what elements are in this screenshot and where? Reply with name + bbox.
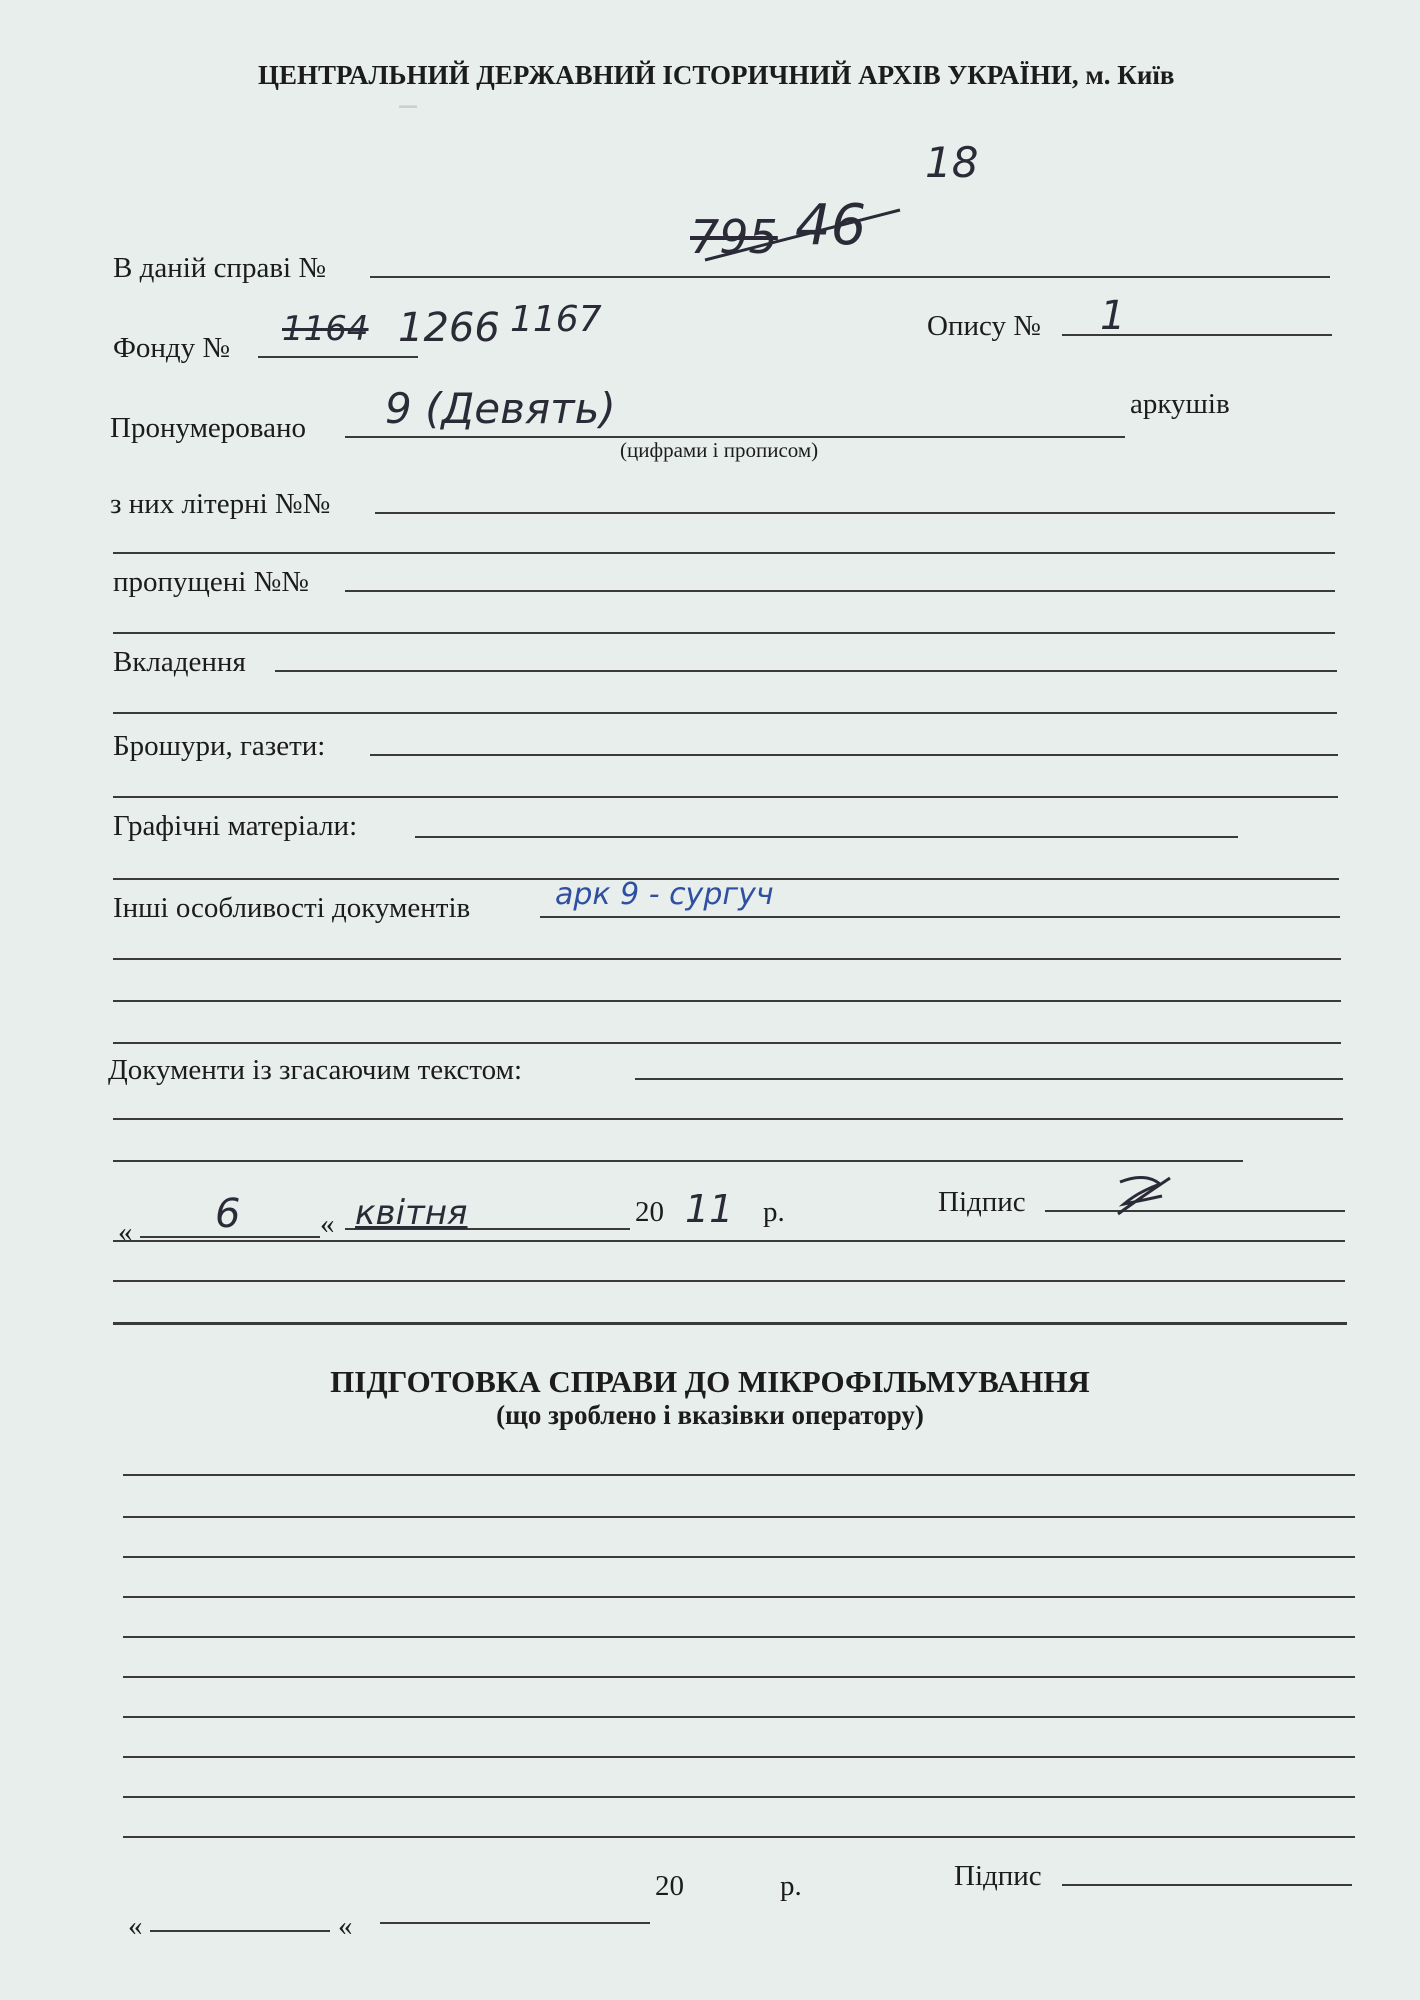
- missing-line: [345, 590, 1335, 592]
- microfilming-subtitle: (що зроблено і вказівки оператору): [496, 1400, 924, 1430]
- s2-date-month-line: [380, 1922, 650, 1924]
- instructions-line-10: [123, 1836, 1355, 1838]
- date-close-quote: «: [320, 1208, 335, 1240]
- opys-label: Опису №: [927, 310, 1041, 342]
- instructions-line-9: [123, 1796, 1355, 1798]
- other-line-3: [113, 1000, 1341, 1002]
- brochures-line: [370, 754, 1338, 756]
- instructions-line-1: [123, 1474, 1355, 1476]
- other-line: [540, 916, 1340, 918]
- opys-value: 1: [1100, 293, 1126, 339]
- section-divider: [113, 1322, 1347, 1325]
- inserts-line: [275, 670, 1337, 672]
- fading-line: [635, 1078, 1343, 1080]
- instructions-line-8: [123, 1756, 1355, 1758]
- s2-date-open-quote: «: [128, 1910, 143, 1942]
- s2-date-year-prefix: 20: [655, 1870, 684, 1902]
- litera-label: з них літерні №№: [110, 488, 331, 520]
- instructions-line-6: [123, 1676, 1355, 1678]
- litera-line: [375, 512, 1335, 514]
- date-day: 6: [215, 1191, 241, 1237]
- s2-date-close-quote: «: [338, 1910, 353, 1942]
- date-month: квітня: [355, 1193, 468, 1233]
- date-year-prefix: 20: [635, 1196, 664, 1228]
- graphic-line: [415, 836, 1238, 838]
- other-line-2: [113, 958, 1341, 960]
- instructions-line-3: [123, 1556, 1355, 1558]
- s2-signature-line: [1062, 1884, 1352, 1886]
- numbered-label: Пронумеровано: [110, 412, 307, 444]
- case-strike-mark: [700, 193, 910, 270]
- microfilming-title: ПІДГОТОВКА СПРАВИ ДО МІКРОФІЛЬМУВАННЯ: [330, 1364, 1090, 1399]
- missing-label: пропущені №№: [113, 566, 309, 598]
- s2-signature-label: Підпис: [954, 1860, 1042, 1892]
- s2-date-r: р.: [780, 1870, 802, 1902]
- instructions-line-5: [123, 1636, 1355, 1638]
- brochures-line-2: [113, 796, 1338, 798]
- numbered-value: 9 (Девять): [385, 384, 616, 433]
- fading-line-3: [113, 1160, 1243, 1162]
- other-line-4: [113, 1042, 1341, 1044]
- signature-mark: [1110, 1170, 1180, 1222]
- show-through-header: ╶╴: [390, 91, 427, 124]
- date-r: р.: [763, 1196, 785, 1228]
- fading-line-2: [113, 1118, 1343, 1120]
- signature-line: [1045, 1210, 1345, 1212]
- fond-value-struck: 1164: [282, 309, 369, 349]
- date-year-suffix: 11: [685, 1187, 734, 1231]
- litera-line-2: [113, 552, 1335, 554]
- case-label: В даній справі №: [113, 252, 326, 284]
- fond-label: Фонду №: [113, 332, 231, 364]
- fond-value: 1266: [398, 305, 500, 351]
- brochures-label: Брошури, газети:: [113, 730, 326, 762]
- instructions-line-2: [123, 1516, 1355, 1518]
- date-open-quote: «: [118, 1216, 133, 1248]
- fond-line: [258, 356, 418, 358]
- fading-label: Документи із згасаючим текстом:: [108, 1054, 523, 1086]
- numbered-hint: (цифрами і прописом): [620, 438, 819, 462]
- fond-value-2: 1167: [510, 299, 602, 340]
- date-line-2: [113, 1240, 1345, 1242]
- date-line-3: [113, 1280, 1345, 1282]
- s2-date-day-line: [150, 1930, 330, 1932]
- instructions-line-7: [123, 1716, 1355, 1718]
- graphic-label: Графічні матеріали:: [113, 810, 358, 842]
- case-line: [370, 276, 1330, 278]
- inserts-label: Вкладення: [113, 646, 246, 678]
- signature-label: Підпис: [938, 1186, 1026, 1218]
- case-value: 46: [795, 193, 867, 258]
- case-value-struck: 795: [690, 210, 778, 264]
- numbered-suffix: аркушів: [1130, 388, 1230, 420]
- inserts-line-2: [113, 712, 1337, 714]
- other-value: арк 9 - сургуч: [555, 877, 774, 912]
- archive-title: ЦЕНТРАЛЬНИЙ ДЕРЖАВНИЙ ІСТОРИЧНИЙ АРХІВ УКРАЇНИ, м. Київ: [258, 60, 1175, 90]
- case-superscript: 18: [925, 138, 979, 187]
- instructions-line-4: [123, 1596, 1355, 1598]
- other-label: Інші особливості документів: [113, 892, 471, 924]
- missing-line-2: [113, 632, 1335, 634]
